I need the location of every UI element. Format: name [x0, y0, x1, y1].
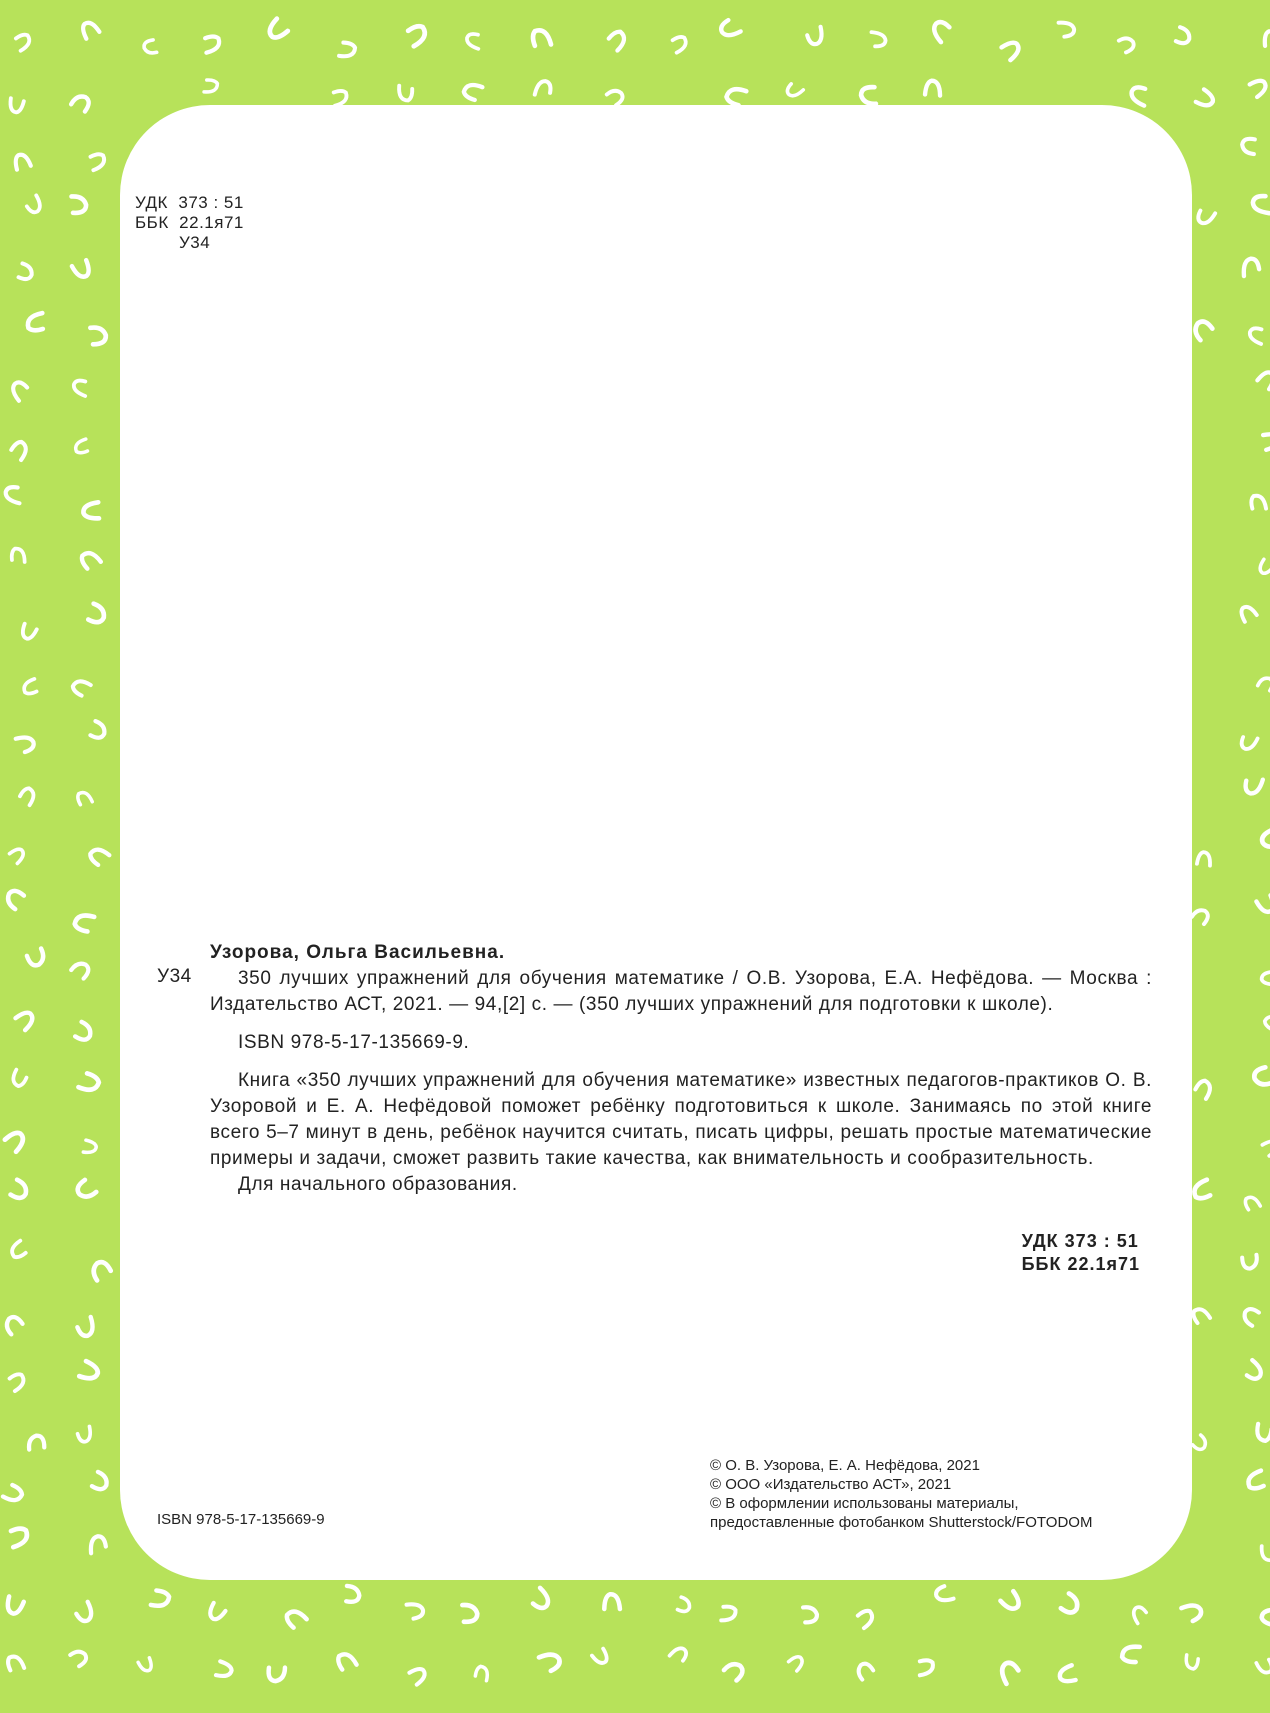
squiggle-shape	[1181, 1600, 1203, 1623]
squiggle-shape	[72, 379, 87, 396]
squiggle-shape	[1129, 1605, 1148, 1624]
top-udk-code: УДК 373 : 51	[135, 193, 244, 212]
top-author-mark: У34	[179, 233, 211, 252]
squiggle-shape	[1261, 1609, 1270, 1626]
squiggle-shape	[724, 1660, 746, 1683]
squiggle-shape	[801, 1607, 817, 1624]
top-classification-codes	[135, 193, 244, 253]
squiggle-shape	[1256, 1659, 1270, 1674]
squiggle-shape	[266, 1664, 286, 1683]
squiggle-shape	[334, 90, 348, 105]
squiggle-shape	[1196, 208, 1215, 226]
squiggle-shape	[1253, 1067, 1270, 1086]
squiggle-shape	[15, 1009, 37, 1031]
squiggle-shape	[1248, 327, 1264, 344]
squiggle-shape	[1262, 30, 1270, 47]
squiggle-shape	[1240, 735, 1257, 751]
squiggle-shape	[71, 93, 93, 115]
squiggle-shape	[80, 549, 101, 569]
squiggle-shape	[144, 40, 157, 53]
squiggle-shape	[73, 911, 94, 933]
squiggle-shape	[71, 677, 91, 697]
squiggle-shape	[1121, 1643, 1140, 1663]
squiggle-shape	[592, 1648, 610, 1666]
squiggle-shape	[1057, 1665, 1076, 1684]
squiggle-shape	[1173, 27, 1193, 47]
squiggle-shape	[408, 24, 428, 46]
squiggle-shape	[4, 887, 26, 909]
squiggle-shape	[337, 1651, 357, 1670]
squiggle-shape	[4, 1129, 27, 1152]
squiggle-shape	[70, 1649, 88, 1668]
squiggle-shape	[1263, 1012, 1270, 1030]
squiggle-shape	[1257, 369, 1270, 389]
squiggle-shape	[91, 1260, 112, 1281]
squiggle-shape	[1192, 1306, 1210, 1323]
squiggle-shape	[535, 81, 551, 96]
squiggle-shape	[16, 733, 36, 754]
squiggle-shape	[475, 1665, 491, 1680]
squiggle-shape	[1251, 496, 1266, 509]
squiggle-shape	[75, 439, 88, 453]
squiggle-shape	[675, 1597, 693, 1615]
copyright-line: © ООО «Издательство АСТ», 2021	[710, 1476, 952, 1493]
squiggle-shape	[87, 721, 108, 742]
squiggle-shape	[466, 33, 481, 49]
squiggle-shape	[670, 1645, 689, 1663]
squiggle-shape	[1058, 1593, 1082, 1617]
squiggle-shape	[1253, 1424, 1270, 1442]
squiggle-shape	[16, 33, 33, 51]
squiggle-shape	[72, 259, 93, 280]
squiggle-shape	[460, 1604, 479, 1623]
squiggle-shape	[1240, 136, 1258, 155]
squiggle-shape	[151, 1589, 170, 1610]
squiggle-shape	[1129, 86, 1148, 106]
squiggle-shape	[1261, 1138, 1270, 1156]
squiggle-shape	[20, 624, 37, 641]
squiggle-shape	[539, 1649, 562, 1673]
squiggle-shape	[1191, 907, 1211, 927]
squiggle-shape	[9, 98, 24, 113]
squiggle-shape	[1000, 38, 1022, 60]
isbn-bottom: ISBN 978-5-17-135669-9	[157, 1511, 325, 1528]
squiggle-shape	[1192, 318, 1214, 340]
squiggle-shape	[23, 679, 37, 695]
audience-note: Для начального образования.	[238, 1174, 518, 1195]
squiggle-shape	[1262, 431, 1270, 450]
squiggle-shape	[205, 36, 220, 53]
squiggle-shape	[1191, 1435, 1209, 1452]
squiggle-shape	[718, 18, 740, 40]
squiggle-shape	[207, 1603, 226, 1622]
squiggle-shape	[138, 1657, 154, 1673]
squiggle-shape	[82, 502, 100, 520]
copyright-line: © О. В. Узорова, Е. А. Нефёдова, 2021	[710, 1457, 980, 1474]
squiggle-shape	[1240, 257, 1260, 276]
squiggle-shape	[1245, 778, 1263, 795]
squiggle-shape	[1241, 1306, 1262, 1327]
squiggle-shape	[5, 487, 20, 504]
squiggle-shape	[725, 84, 746, 106]
bottom-bbk-code: ББК 22.1я71	[1021, 1254, 1140, 1274]
squiggle-shape	[7, 1179, 30, 1202]
bottom-udk-code: УДК 373 : 51	[1021, 1231, 1139, 1251]
squiggle-shape	[5, 1596, 24, 1615]
bibliographic-description: 350 лучших упражнений для обучения математике / О.В. Узорова, Е.А. Нефёдова. — Москва : Издательство АСТ, 2021. — 94,[2] с. — (350 лучших упражнений для подготовки к школе).	[210, 968, 1152, 1015]
squiggle-shape	[11, 1528, 29, 1547]
squiggle-shape	[266, 19, 289, 42]
squiggle-shape	[407, 1601, 425, 1620]
squiggle-shape	[79, 1361, 100, 1382]
copyright-line: © В оформлении использованы материалы,	[710, 1495, 1019, 1512]
squiggle-shape	[857, 1609, 875, 1628]
squiggle-shape	[721, 1606, 736, 1623]
squiggle-shape	[1249, 77, 1269, 97]
top-bbk-code: ББК 22.1я71	[135, 213, 244, 232]
squiggle-shape	[4, 1314, 25, 1335]
squiggle-shape	[77, 1426, 95, 1443]
squiggle-shape	[29, 1435, 46, 1452]
squiggle-shape	[89, 1471, 110, 1493]
squiggle-shape	[920, 1660, 933, 1675]
squiggle-shape	[28, 313, 43, 330]
squiggle-shape	[871, 31, 885, 47]
squiggle-shape	[1244, 1195, 1260, 1210]
squiggle-shape	[7, 1655, 24, 1671]
squiggle-shape	[76, 1317, 98, 1338]
catalog-entry	[210, 940, 1152, 1198]
squiggle-shape	[9, 1070, 27, 1088]
squiggle-shape	[1261, 972, 1270, 985]
squiggle-shape	[788, 1654, 805, 1671]
squiggle-shape	[3, 1484, 24, 1505]
squiggle-shape	[83, 1140, 97, 1154]
squiggle-shape	[11, 548, 26, 562]
squiggle-shape	[78, 1072, 100, 1095]
squiggle-shape	[69, 196, 88, 215]
squiggle-shape	[1183, 1655, 1199, 1670]
squiggle-shape	[79, 20, 99, 40]
squiggle-shape	[71, 960, 92, 981]
squiggle-shape	[672, 36, 688, 53]
squiggle-shape	[1196, 89, 1216, 109]
squiggle-shape	[89, 327, 107, 345]
squiggle-shape	[85, 603, 108, 626]
squiggle-shape	[12, 152, 30, 170]
squiggle-shape	[1197, 852, 1211, 866]
squiggle-shape	[77, 791, 92, 805]
squiggle-shape	[408, 1665, 427, 1684]
squiggle-shape	[11, 440, 31, 460]
squiggle-shape	[996, 1660, 1020, 1684]
squiggle-shape	[1119, 36, 1136, 53]
squiggle-shape	[1241, 1254, 1257, 1269]
squiggle-shape	[396, 86, 413, 102]
squiggle-shape	[1259, 1546, 1270, 1561]
squiggle-shape	[607, 88, 626, 107]
squiggle-shape	[462, 80, 482, 101]
squiggle-shape	[339, 42, 356, 60]
annotation: Книга «350 лучших упражнений для обучения математике» известных педагогов-практиков О. В. Узоровой и Е. А. Нефёдовой поможет ребёнку подготовиться к школе. Занимаясь по этой книге всего 5–7 минут в день, ребёнок научится считать, писать цифры, решать простые математические примеры и задачи, сможет развить такие качества, как внимательность и сообразительность.	[210, 1070, 1152, 1169]
squiggle-shape	[9, 846, 27, 864]
squiggle-shape	[934, 1585, 954, 1605]
squiggle-shape	[25, 195, 44, 214]
squiggle-shape	[929, 19, 952, 42]
page-card	[120, 105, 1192, 1580]
squiggle-shape	[1247, 1471, 1264, 1490]
squiggle-shape	[87, 1535, 106, 1553]
squiggle-shape	[75, 1602, 97, 1624]
squiggle-shape	[8, 380, 29, 401]
copyright-line: предоставленные фотобанком Shutterstock/FOTODOM	[710, 1514, 1093, 1531]
squiggle-shape	[806, 27, 826, 46]
squiggle-shape	[1259, 829, 1270, 853]
author-name: Узорова, Ольга Васильевна.	[210, 942, 506, 963]
squiggle-shape	[925, 81, 940, 96]
squiggle-shape	[530, 1588, 552, 1611]
squiggle-shape	[1257, 559, 1270, 576]
squiggle-shape	[216, 1661, 233, 1678]
squiggle-shape	[1257, 675, 1270, 693]
entry-isbn: ISBN 978-5-17-135669-9.	[238, 1032, 470, 1053]
squiggle-shape	[342, 1585, 361, 1604]
squiggle-shape	[285, 1607, 307, 1628]
squiggle-shape	[785, 82, 803, 100]
squiggle-shape	[75, 1178, 97, 1200]
squiggle-shape	[19, 787, 38, 806]
copyright-block	[710, 1456, 1092, 1532]
squiggle-shape	[1000, 1590, 1022, 1612]
squiggle-shape	[88, 845, 109, 866]
squiggle-shape	[1244, 1360, 1265, 1381]
squiggle-shape	[1238, 604, 1257, 623]
author-mark-side: У34	[157, 966, 192, 987]
squiggle-shape	[15, 263, 34, 283]
squiggle-shape	[9, 1241, 26, 1259]
squiggle-shape	[1192, 1180, 1210, 1200]
squiggle-shape	[9, 1373, 26, 1391]
squiggle-shape	[1256, 894, 1270, 915]
squiggle-shape	[608, 30, 628, 51]
squiggle-shape	[1059, 20, 1076, 38]
bottom-classification-codes	[1022, 1230, 1140, 1276]
squiggle-shape	[856, 1661, 875, 1680]
squiggle-shape	[72, 1021, 94, 1043]
squiggle-shape	[1195, 1079, 1215, 1099]
squiggle-shape	[90, 153, 106, 170]
squiggle-shape	[26, 948, 45, 967]
squiggle-shape	[860, 85, 879, 104]
squiggle-shape	[204, 79, 218, 94]
squiggle-shape	[1253, 196, 1270, 214]
squiggle-shape	[532, 29, 551, 46]
squiggle-shape	[603, 1594, 620, 1611]
